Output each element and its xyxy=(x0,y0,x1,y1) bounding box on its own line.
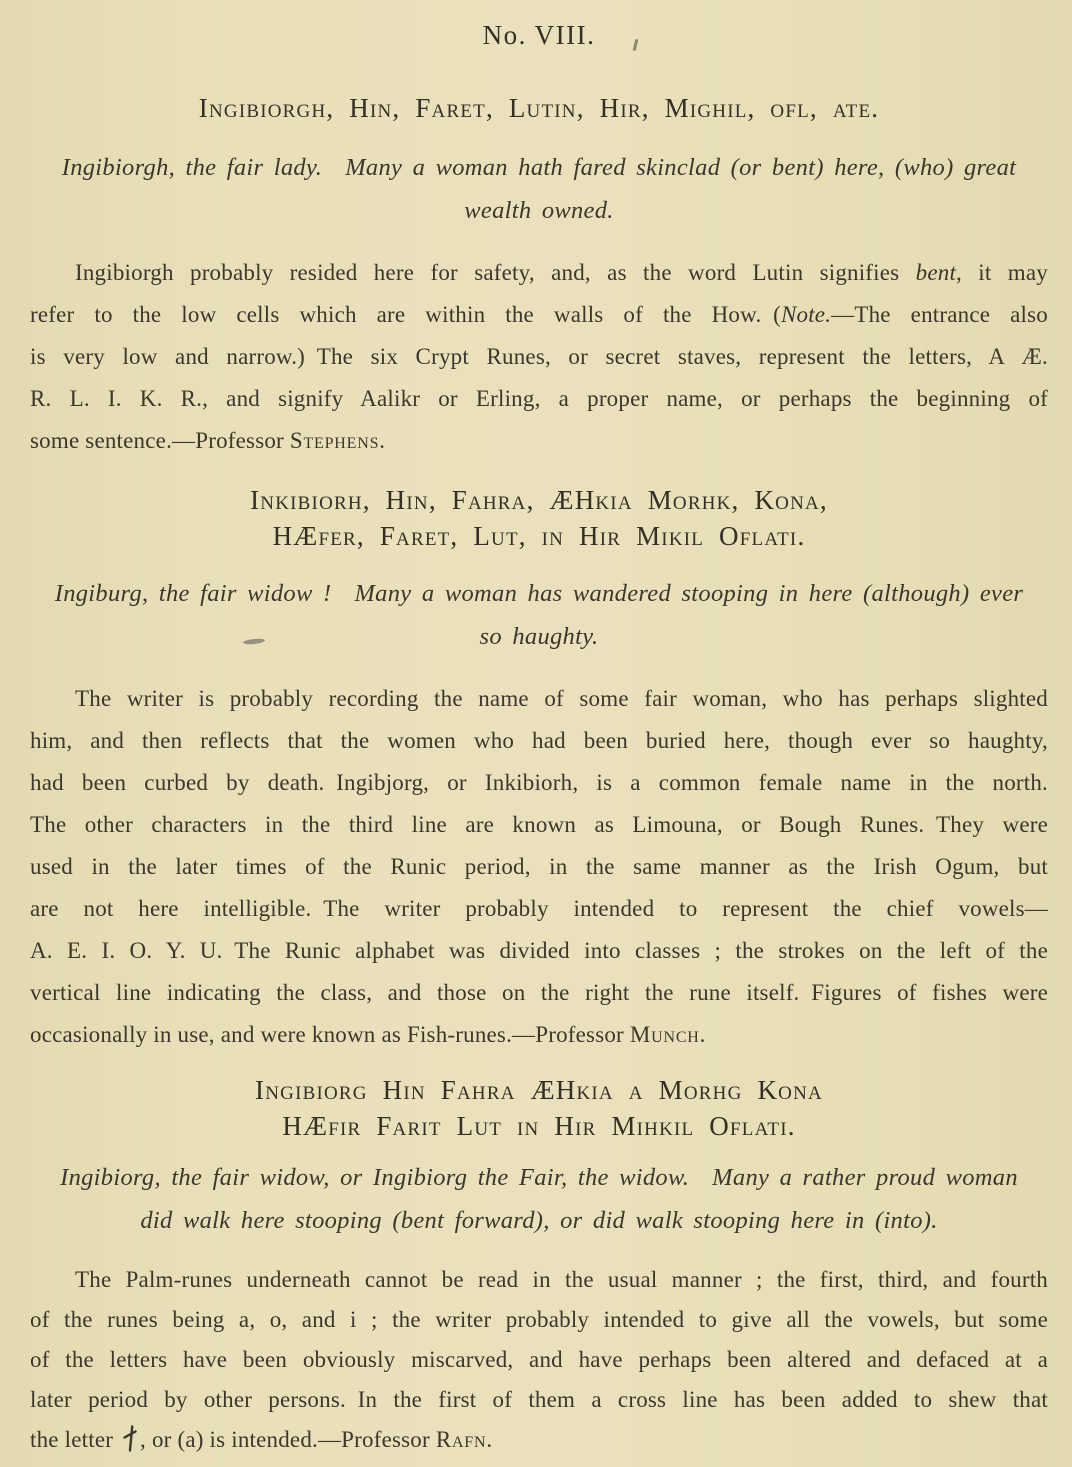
text-line xyxy=(30,1260,1048,1300)
text-line xyxy=(30,1340,1048,1380)
page-body xyxy=(0,16,1072,1460)
inscription-2-translation xyxy=(30,572,1048,658)
text-segment: Ingibiorgh, the fair lady. Many a woman hath fared skinclad (or bent) here, (who) great xyxy=(61,154,1017,181)
inscription-3-translation xyxy=(30,1156,1048,1242)
text-line xyxy=(30,1380,1048,1420)
text-segment: refer to the low cells which are within the walls of the How. ( xyxy=(30,302,781,327)
text-line xyxy=(30,378,1048,420)
text-segment: used in the later times of the Runic period, in the same manner as the Irish Ogum, but xyxy=(30,854,1048,879)
text-line xyxy=(30,1420,1048,1460)
text-segment: Ingiburg, the fair widow ! Many a woman has wandered stooping in here (although) ever xyxy=(54,580,1024,607)
text-line xyxy=(30,189,1048,232)
text-segment: Munch xyxy=(629,1022,700,1047)
text-line xyxy=(30,1199,1048,1242)
text-segment: The other characters in the third line are known as Limouna, or Bough Runes. They were xyxy=(30,812,1048,837)
text-line xyxy=(30,804,1048,846)
text-line xyxy=(30,572,1048,615)
text-segment: vertical line indicating the class, and those on the right the rune itself. Figures of fishes were xyxy=(30,980,1048,1005)
text-segment: The Palm-runes underneath cannot be read in the usual manner ; the first, third, and fourth xyxy=(75,1267,1048,1292)
commentary-munch xyxy=(30,678,1048,1056)
text-segment: , it may xyxy=(956,260,1049,285)
inscription-1-translation xyxy=(30,146,1048,232)
text-segment: had been curbed by death. Ingibjorg, or Inkibiorh, is a common female name in the north. xyxy=(30,770,1048,795)
text-line xyxy=(30,888,1048,930)
text-line xyxy=(30,720,1048,762)
text-segment: HÆfir Farit Lut in Hir Mihkil Oflati. xyxy=(282,1111,796,1141)
rune-a-icon xyxy=(119,1420,140,1460)
text-segment: . xyxy=(486,1427,493,1452)
text-segment: bent xyxy=(915,260,957,285)
text-segment: is very low and narrow.) The six Crypt Runes, or secret staves, represent the letters, A Æ. xyxy=(30,344,1048,369)
text-segment: wealth owned. xyxy=(464,197,614,224)
text-line xyxy=(30,846,1048,888)
text-segment: Stephens xyxy=(289,428,380,453)
text-segment: Ingibiorg Hin Fahra ÆHkia a Morhg Kona xyxy=(255,1075,823,1105)
text-segment: the letter xyxy=(30,1427,120,1452)
text-segment: Note. xyxy=(780,302,832,327)
text-line xyxy=(30,930,1048,972)
text-line xyxy=(30,762,1048,804)
inscription-2-heading xyxy=(30,482,1048,554)
text-line xyxy=(30,482,1048,518)
inscription-1-heading xyxy=(30,90,1048,126)
text-segment: some sentence.—Professor xyxy=(30,428,290,453)
text-line xyxy=(30,518,1048,554)
text-segment: Ingibiorg, the fair widow, or Ingibiorg the Fair, the widow. Many a rather proud woman xyxy=(60,1164,1018,1191)
text-line xyxy=(30,972,1048,1014)
commentary-stephens xyxy=(30,252,1048,462)
text-line xyxy=(30,1108,1048,1144)
text-segment: R. L. I. K. R., and signify Aalikr or Erling, a proper name, or perhaps the beginning of xyxy=(30,386,1048,411)
text-line xyxy=(30,294,1048,336)
text-line xyxy=(30,1072,1048,1108)
text-segment: of the runes being a, o, and i ; the writer probably intended to give all the vowels, but some xyxy=(30,1307,1048,1332)
text-segment: —The entrance also xyxy=(831,302,1048,327)
text-segment: The writer is probably recording the name of some fair woman, who has perhaps slighted xyxy=(75,686,1048,711)
text-segment: . xyxy=(699,1022,706,1047)
inscription-3-heading xyxy=(30,1072,1048,1144)
text-segment: Ingibiorgh probably resided here for safety, and, as the word Lutin signifies xyxy=(75,260,916,285)
text-line xyxy=(30,336,1048,378)
commentary-rafn xyxy=(30,1260,1048,1460)
text-segment: Ingibiorgh, Hin, Faret, Lutin, Hir, Mighil, ofl, ate. xyxy=(198,93,880,123)
text-line xyxy=(30,420,1048,462)
text-line xyxy=(30,1300,1048,1340)
text-segment: did walk here stooping (bent forward), or did walk stooping here in (into). xyxy=(140,1207,938,1234)
text-segment: occasionally in use, and were known as Fish-runes.—Professor xyxy=(30,1022,630,1047)
text-segment: HÆfer, Faret, Lut, in Hir Mikil Oflati. xyxy=(272,521,806,551)
text-line xyxy=(30,615,1048,658)
text-segment: Rafn xyxy=(435,1427,487,1452)
text-segment: , or (a) is intended.—Professor xyxy=(140,1427,436,1452)
text-line xyxy=(30,1156,1048,1199)
text-segment: . xyxy=(379,428,386,453)
text-segment: of the letters have been obviously miscarved, and have perhaps been altered and defaced at a xyxy=(30,1347,1048,1372)
text-line xyxy=(30,1014,1048,1056)
text-line xyxy=(30,146,1048,189)
text-segment: later period by other persons. In the first of them a cross line has been added to shew that xyxy=(30,1387,1048,1412)
text-segment: Inkibiorh, Hin, Fahra, ÆHkia Morhk, Kona, xyxy=(250,485,828,515)
text-segment: him, and then reflects that the women who had been buried here, though ever so haughty, xyxy=(30,728,1048,753)
text-segment: are not here intelligible. The writer probably intended to represent the chief vowels— xyxy=(30,896,1048,921)
text-segment: so haughty. xyxy=(479,623,599,650)
section-number-heading: No. VIII. xyxy=(482,20,596,50)
text-line xyxy=(30,90,1048,126)
text-segment: A. E. I. O. Y. U. The Runic alphabet was divided into classes ; the strokes on the left of the xyxy=(30,938,1048,963)
text-line xyxy=(30,252,1048,294)
text-line xyxy=(30,678,1048,720)
